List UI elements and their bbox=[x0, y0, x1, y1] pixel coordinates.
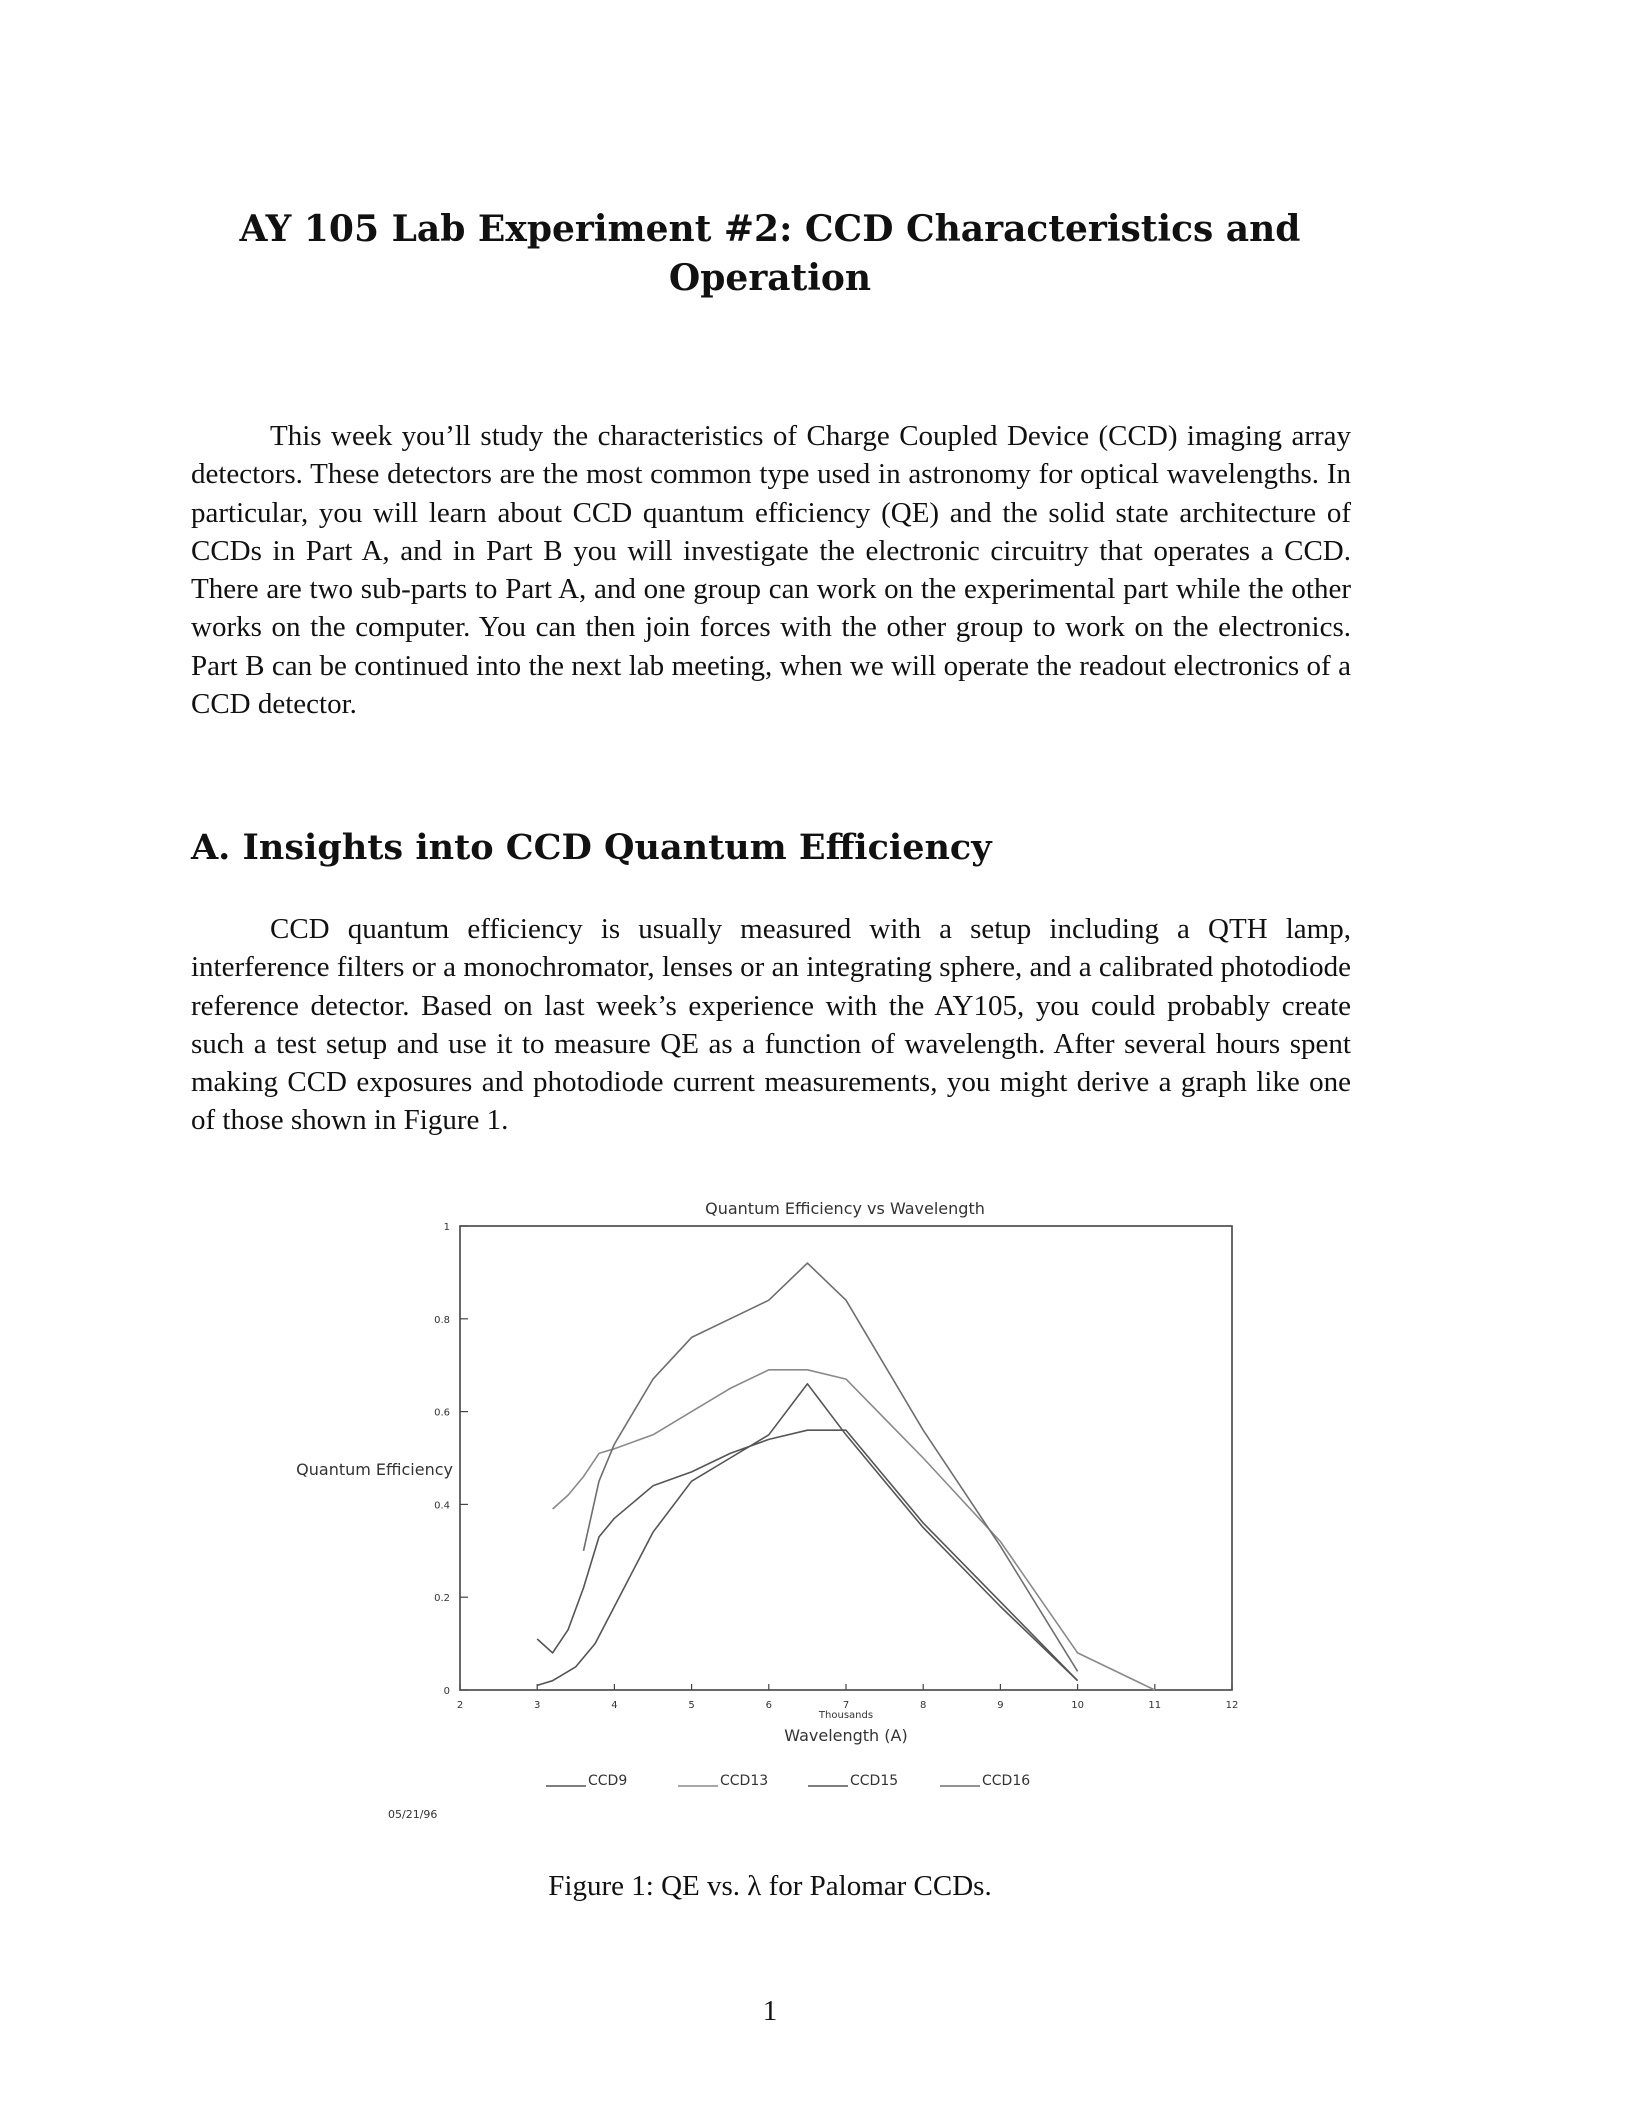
series-line-ccd15 bbox=[537, 1430, 1077, 1681]
plot-frame bbox=[460, 1226, 1232, 1690]
chart-title: Quantum Efficiency vs Wavelength bbox=[705, 1199, 985, 1218]
y-tick-label: 0.4 bbox=[434, 1500, 450, 1512]
section-a-paragraph: CCD quantum efficiency is usually measured with a setup including a QTH lamp, interference filters or a monochromator, lenses or an integrating sphere, and a calibrated photodiode reference detector. Based on last week’s experience with the AY105, you could probably create such a test setup and use it to measure QE as a function of wavelength. After several hours spent making CCD exposures and photodiode current measurements, you might derive a graph like one of those shown in Figure 1. bbox=[191, 913, 1351, 1137]
legend-label-ccd15: CCD15 bbox=[850, 1773, 899, 1789]
series-line-ccd9 bbox=[537, 1384, 1077, 1686]
document-title bbox=[190, 205, 1350, 303]
x-tick-label: 9 bbox=[997, 1700, 1004, 1711]
y-tick-label: 1 bbox=[443, 1222, 450, 1233]
x-tick-label: 8 bbox=[920, 1700, 927, 1711]
y-tick-label: 0.2 bbox=[434, 1593, 450, 1605]
chart-date-stamp: 05/21/96 bbox=[388, 1808, 438, 1821]
x-tick-label: 3 bbox=[534, 1700, 541, 1711]
x-axis-label: Wavelength (A) bbox=[784, 1726, 908, 1745]
series-lines bbox=[537, 1263, 1155, 1690]
legend-label-ccd9: CCD9 bbox=[588, 1773, 628, 1789]
x-axis-ticks bbox=[457, 1684, 1239, 1711]
x-tick-label: 12 bbox=[1225, 1700, 1239, 1711]
x-tick-label: 7 bbox=[842, 1700, 850, 1711]
series-line-ccd13 bbox=[553, 1370, 1155, 1690]
legend-label-ccd13: CCD13 bbox=[720, 1773, 769, 1789]
x-tick-label: 2 bbox=[456, 1700, 464, 1711]
legend-label-ccd16: CCD16 bbox=[982, 1773, 1031, 1789]
y-tick-label: 0.8 bbox=[434, 1314, 450, 1326]
title-line-2: Operation bbox=[668, 257, 872, 299]
x-tick-label: 6 bbox=[765, 1700, 772, 1711]
x-tick-label: 11 bbox=[1148, 1700, 1162, 1711]
qe-vs-wavelength-chart bbox=[290, 1190, 1310, 1840]
title-line-1: AY 105 Lab Experiment #2: CCD Characteristics and bbox=[239, 208, 1301, 250]
x-axis-multiplier-label: Thousands bbox=[818, 1710, 874, 1721]
x-tick-label: 4 bbox=[611, 1700, 618, 1711]
page-number: 1 bbox=[762, 1995, 778, 2027]
section-a-heading: A. Insights into CCD Quantum Efficiency bbox=[191, 827, 992, 868]
y-tick-label: 0 bbox=[443, 1686, 450, 1697]
y-tick-label: 0.6 bbox=[434, 1407, 450, 1419]
x-tick-label: 5 bbox=[688, 1700, 695, 1711]
figure-caption: Figure 1: QE vs. λ for Palomar CCDs. bbox=[548, 1870, 992, 1902]
intro-paragraph: This week you’ll study the characteristics of Charge Coupled Device (CCD) imaging array detectors. These detectors are the most common type used in astronomy for optical wavelengths. In particular, you will learn about CCD quantum efficiency (QE) and the solid state architecture of CCDs in Part A, and in Part B you will investigate the electronic circuitry that operates a CCD. There are two sub-parts to Part A, and one group can work on the experimental part while the other works on the computer. You can then join forces with the other group to work on the electronics. Part B can be continued into the next lab meeting, when we will operate the readout electronics of a CCD detector. bbox=[191, 420, 1351, 721]
x-tick-label: 10 bbox=[1071, 1700, 1084, 1711]
chart-legend bbox=[546, 1773, 1030, 1789]
y-axis-label: Quantum Efficiency bbox=[296, 1460, 453, 1479]
